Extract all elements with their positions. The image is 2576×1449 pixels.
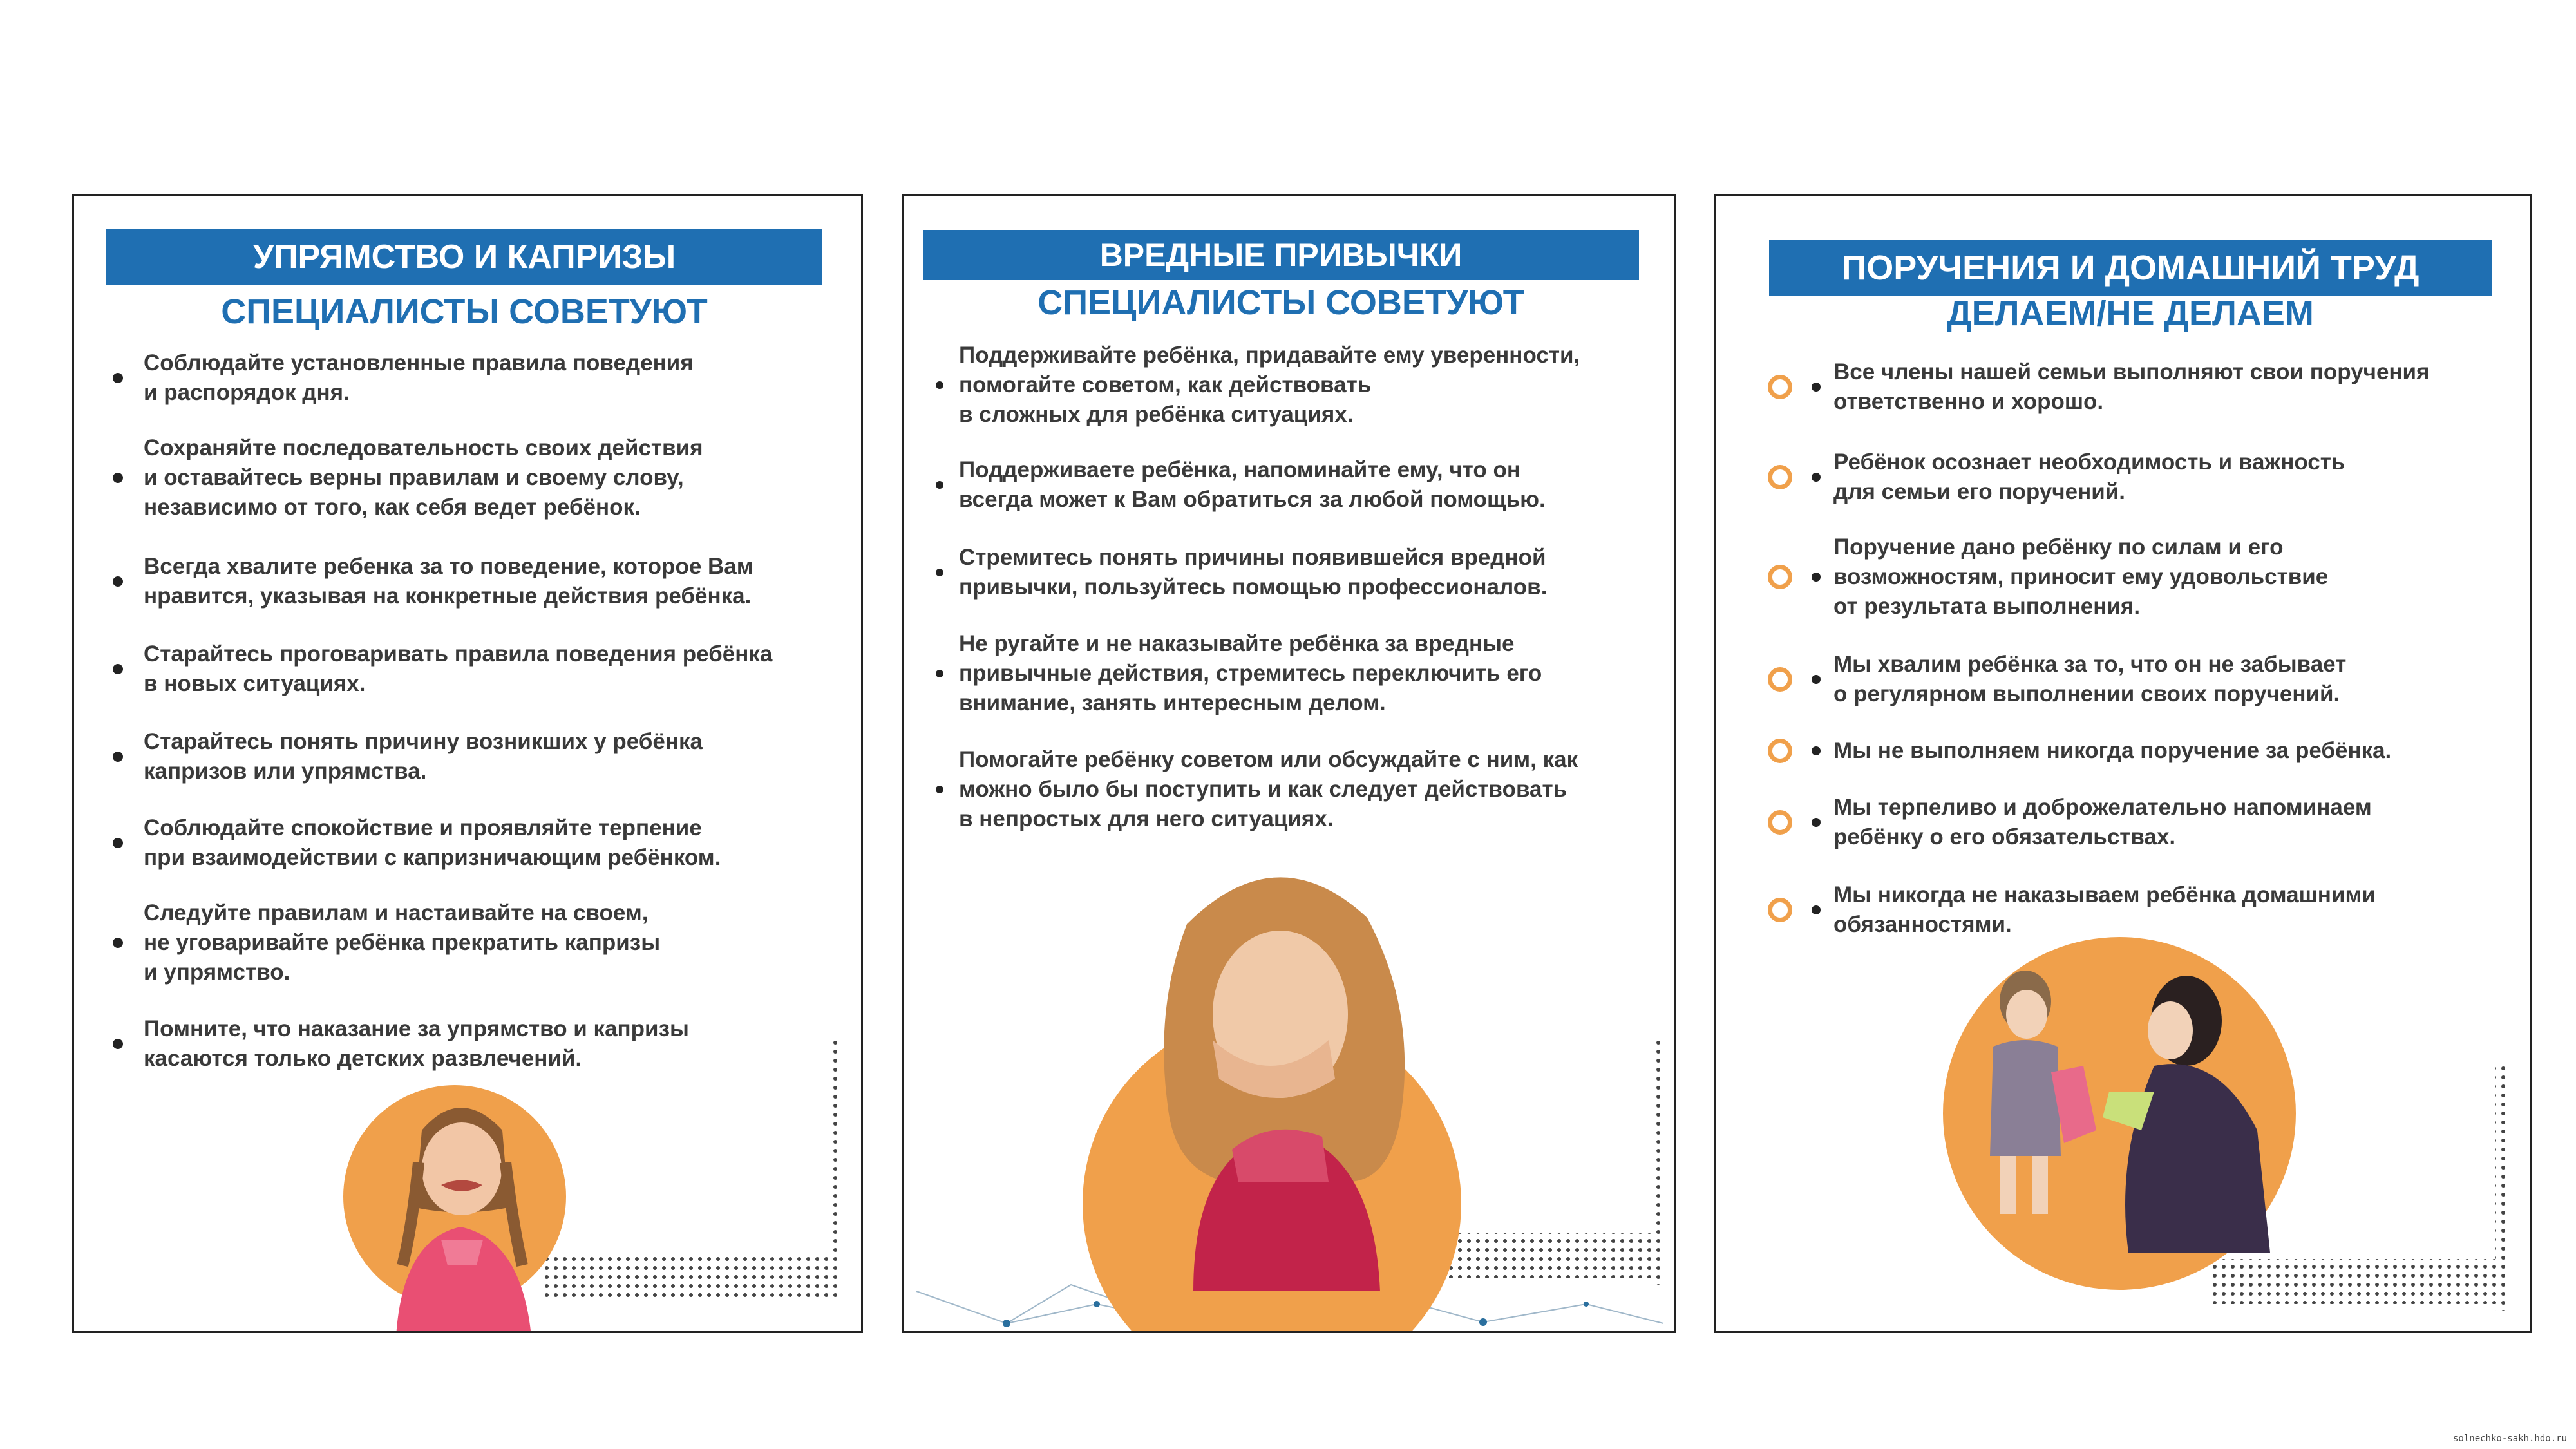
poster-title-banner: УПРЯМСТВО И КАПРИЗЫ — [106, 229, 822, 285]
bullet-icon — [1812, 675, 1821, 684]
bullet-icon — [113, 473, 123, 483]
poster-chores — [1714, 194, 2532, 1333]
advice-item: Поддерживаете ребёнка, напоминайте ему, что он всегда может к Вам обратиться за любой помощью. — [936, 455, 1546, 515]
bullet-icon — [113, 752, 123, 762]
advice-item: Помогайте ребёнку советом или обсуждайте с ним, как можно было бы поступить и как следует действовать в непростых для него ситуациях. — [936, 745, 1578, 834]
crying-girl-photo — [345, 1079, 576, 1333]
advice-item: Старайтесь понять причину возникших у ребёнка капризов или упрямства. — [113, 727, 703, 786]
bullet-icon — [936, 381, 943, 389]
advice-item: Поддерживайте ребёнка, придавайте ему уверенности, помогайте советом, как действовать в сложных для ребёнка ситуациях. — [936, 341, 1580, 430]
circle-marker-icon — [1768, 465, 1792, 489]
poster-title-banner: ПОРУЧЕНИЯ И ДОМАШНИЙ ТРУД — [1769, 240, 2492, 296]
thoughtful-girl-photo — [1116, 847, 1451, 1291]
bullet-icon — [1812, 905, 1821, 914]
bullet-icon — [113, 838, 123, 848]
bullet-icon — [113, 938, 123, 948]
rule-item: Мы хвалим ребёнка за то, что он не забывает о регулярном выполнении своих поручений. — [1768, 650, 2346, 709]
bullet-icon — [936, 786, 943, 793]
advice-item: Соблюдайте спокойствие и проявляйте терпение при взаимодействии с капризничающим ребёнком. — [113, 813, 721, 873]
rule-item: Мы никогда не наказываем ребёнка домашними обязанностями. — [1768, 880, 2376, 940]
bullet-icon — [1812, 573, 1821, 582]
advice-item: Всегда хвалите ребенка за то поведение, которое Вам нравится, указывая на конкретные действия ребёнка. — [113, 552, 753, 611]
rule-item: Все члены нашей семьи выполняют свои поручения ответственно и хорошо. — [1768, 357, 2429, 417]
rule-item: Мы терпеливо и доброжелательно напоминаем ребёнку о его обязательствах. — [1768, 793, 2372, 852]
poster-bad-habits — [902, 194, 1676, 1333]
decorative-dots — [544, 1040, 847, 1311]
website-footer: solnechko-sakh.hdo.ru — [2452, 1434, 2567, 1444]
poster-subtitle: СПЕЦИАЛИСТЫ СОВЕТУЮТ — [1037, 283, 1524, 322]
circle-marker-icon — [1768, 739, 1792, 763]
bullet-icon — [1812, 818, 1821, 827]
bullet-icon — [113, 664, 123, 674]
bullet-icon — [936, 569, 943, 576]
bullet-icon — [113, 1039, 123, 1049]
advice-item: Соблюдайте установленные правила поведения и распорядок дня. — [113, 348, 694, 408]
rule-item: Ребёнок осознает необходимость и важность для семьи его поручений. — [1768, 448, 2345, 507]
poster-title-banner: ВРЕДНЫЕ ПРИВЫЧКИ — [923, 230, 1639, 280]
advice-item: Помните, что наказание за упрямство и капризы касаются только детских развлечений. — [113, 1014, 689, 1074]
mother-and-child-photo — [1948, 963, 2334, 1323]
rule-item: Мы не выполняем никогда поручение за ребёнка. — [1768, 736, 2391, 766]
circle-marker-icon — [1768, 667, 1792, 692]
advice-item: Старайтесь проговаривать правила поведения ребёнка в новых ситуациях. — [113, 639, 772, 699]
bullet-icon — [1812, 746, 1821, 755]
bullet-icon — [936, 481, 943, 489]
poster-subtitle: СПЕЦИАЛИСТЫ СОВЕТУЮТ — [221, 292, 708, 331]
poster-subtitle: ДЕЛАЕМ/НЕ ДЕЛАЕМ — [1947, 294, 2314, 333]
bullet-icon — [1812, 473, 1821, 482]
bullet-icon — [1812, 383, 1821, 392]
bullet-icon — [936, 670, 943, 677]
bullet-icon — [113, 373, 123, 383]
bullet-icon — [113, 576, 123, 587]
advice-item: Сохраняйте последовательность своих действия и оставайтесь верны правилам и своему слову, независимо от того, как себя ведет ребёнок. — [113, 433, 703, 522]
advice-item: Не ругайте и не наказывайте ребёнка за вредные привычные действия, стремитесь переключить его внимание, занять интересным делом. — [936, 629, 1542, 718]
advice-item: Стремитесь понять причины появившейся вредной привычки, пользуйтесь помощью профессионалов. — [936, 543, 1547, 602]
circle-marker-icon — [1768, 375, 1792, 399]
poster-tantrums — [72, 194, 863, 1333]
circle-marker-icon — [1768, 810, 1792, 835]
rule-item: Поручение дано ребёнку по силам и его возможностям, приносит ему удовольствие от результата выполнения. — [1768, 533, 2328, 621]
circle-marker-icon — [1768, 898, 1792, 922]
advice-item: Следуйте правилам и настаивайте на своем, не уговаривайте ребёнка прекратить капризы и упрямство. — [113, 898, 660, 987]
circle-marker-icon — [1768, 565, 1792, 589]
